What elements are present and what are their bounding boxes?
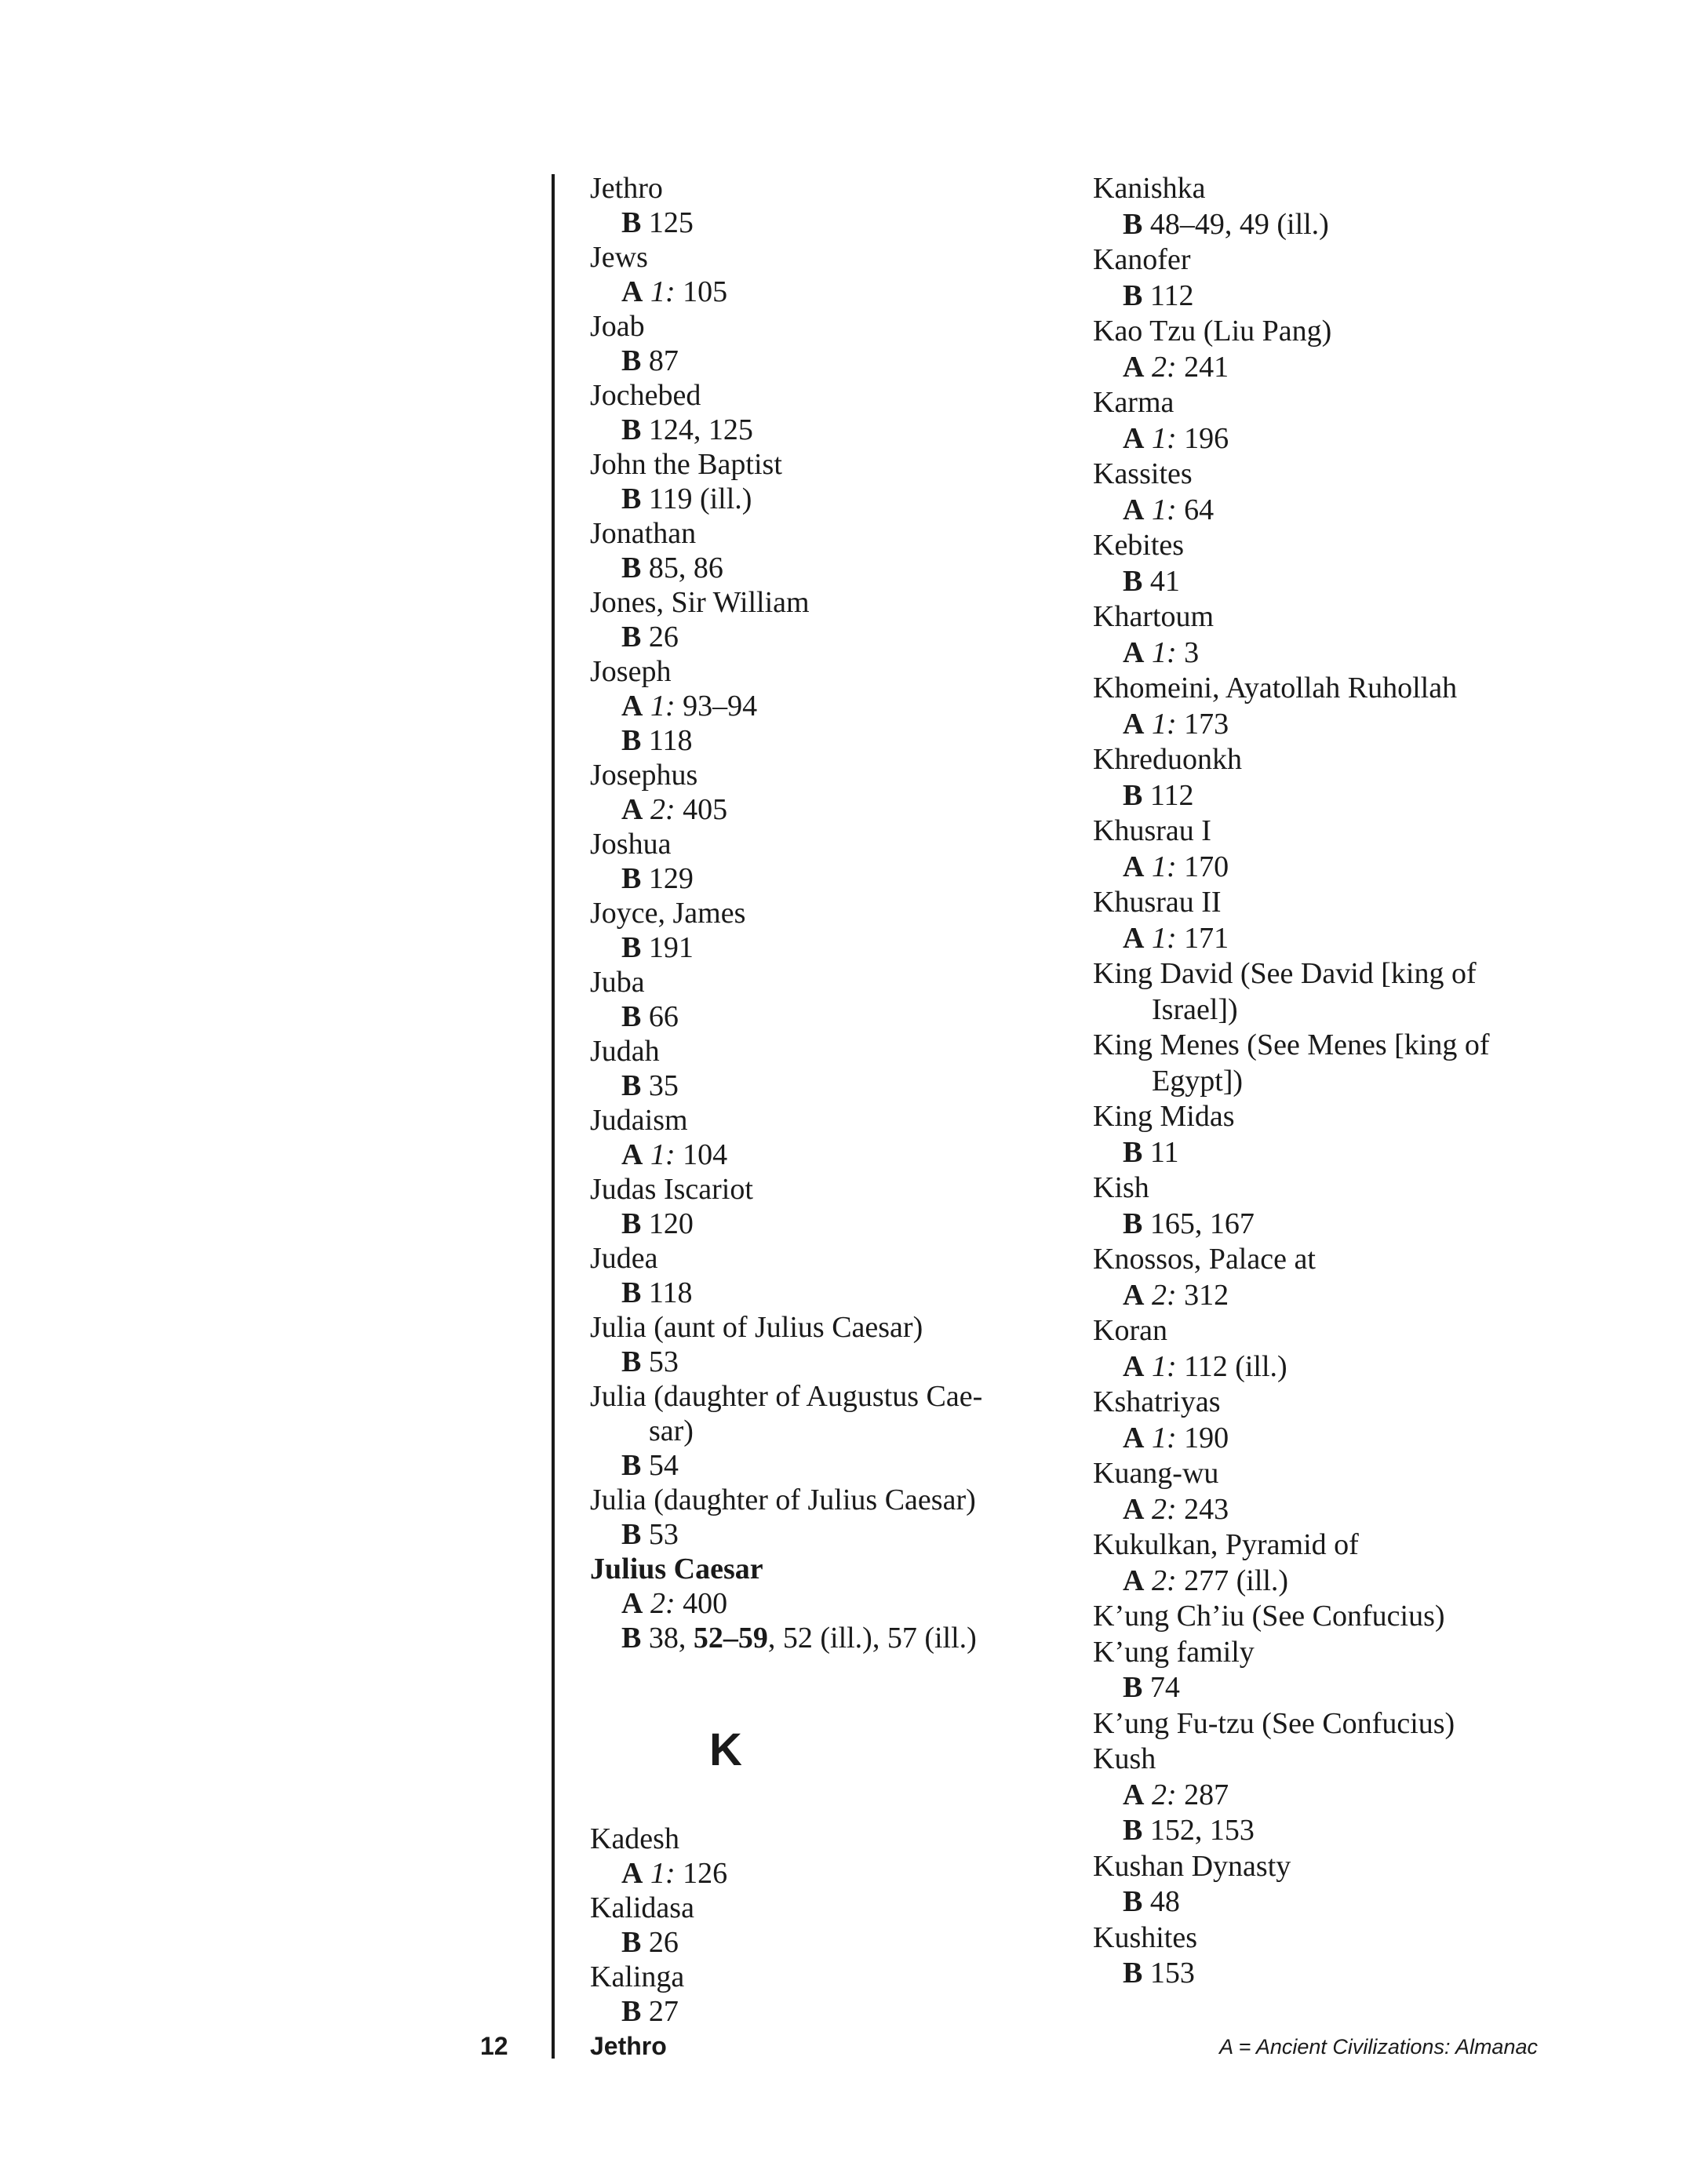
page-refs: 87 [641,344,679,377]
volume-number: 1: [643,1857,676,1890]
index-term: K’ung Fu-tzu (See Confucius) [1093,1706,1455,1740]
volume-label: A [621,1587,643,1620]
page-refs: 173 [1176,707,1229,741]
volume-label: B [1123,207,1143,241]
page-refs: 118 [641,724,693,757]
page-refs: 53 [641,1345,679,1378]
index-term: Khartoum [1093,600,1215,633]
volume-label: B [621,1926,642,1959]
page-refs: 85, 86 [641,552,723,584]
index-reference [590,689,1029,723]
volume-label: B [621,862,642,895]
index-term: Jews [590,241,648,274]
index-reference [1093,778,1603,814]
page-refs: 35 [641,1069,679,1102]
volume-label: A [1123,707,1145,741]
index-reference [1093,564,1603,600]
index-term-continuation: Israel]) [1152,992,1238,1026]
index-term: Karma [1093,386,1174,419]
index-term: Josephus [590,759,698,792]
index-term: Julia (daughter of Julius Caesar) [590,1483,976,1516]
index-term: Jonathan [590,517,697,550]
index-term: Kish [1093,1171,1149,1204]
page-refs: 277 (ill.) [1176,1564,1289,1597]
index-reference [590,1621,1029,1655]
index-reference [590,1517,1029,1552]
index-reference [1093,850,1603,886]
index-term: K’ung Ch’iu (See Confucius) [1093,1600,1445,1633]
index-reference [590,275,1029,309]
index-reference [1093,1884,1603,1920]
index-reference [590,861,1029,896]
page-refs: 66 [641,1000,679,1033]
page-refs: 74 [1142,1671,1180,1704]
volume-label: A [621,275,643,308]
volume-number: 1: [1144,850,1177,883]
index-reference [1093,1956,1603,1992]
volume-number: 2: [643,793,676,826]
volume-label: A [1123,1778,1145,1811]
page-refs: 38, [641,1622,694,1655]
volume-number: 1: [1144,635,1177,669]
volume-label: A [1123,1421,1145,1454]
index-reference [590,620,1029,654]
index-reference [590,999,1029,1034]
index-reference [590,206,1029,240]
volume-label: B [621,1449,642,1482]
page-refs: 124, 125 [641,413,753,446]
volume-number: 2: [1144,1278,1177,1312]
index-reference [590,1276,1029,1310]
volume-number: 1: [1144,707,1177,741]
index-term: Khusrau I [1093,814,1211,847]
volume-label: B [1123,1885,1143,1918]
page-refs: 3 [1176,635,1200,669]
index-term: Judea [590,1242,658,1275]
volume-label: A [1123,1564,1145,1597]
index-term: Kshatriyas [1093,1385,1221,1418]
volume-label: B [621,1995,642,2028]
volume-label: B [1123,1135,1143,1169]
volume-label: B [621,206,642,239]
index-term: Juba [590,966,645,999]
index-term: Jethro [590,172,663,205]
page-refs: 105 [675,275,728,308]
index-reference [1093,1813,1603,1849]
index-term: Kushan Dynasty [1093,1849,1291,1883]
index-reference [590,344,1029,378]
page-refs: 170 [1176,850,1229,883]
index-reference [1093,1564,1603,1600]
volume-label: B [621,1518,642,1551]
page-refs: 48 [1142,1885,1180,1918]
volume-number: 2: [1144,1564,1177,1597]
volume-number: 1: [643,1138,676,1171]
volume-label: B [621,413,642,446]
page-refs: 119 (ill.) [641,482,752,515]
index-term: King Midas [1093,1100,1235,1133]
page-refs-main: 52–59 [693,1622,768,1655]
page-refs: 120 [641,1207,694,1240]
index-reference [1093,350,1603,386]
page-refs: 112 (ill.) [1176,1349,1287,1383]
index-reference [1093,1778,1603,1814]
volume-number: 1: [1144,1421,1177,1454]
index-term: Julia (daughter of Augustus Cae- [590,1380,983,1413]
page-refs: 165, 167 [1142,1207,1255,1240]
index-term: Kanishka [1093,172,1206,205]
volume-label: A [1123,1278,1145,1312]
index-column-right [1093,171,1603,1992]
volume-number: 2: [1144,350,1177,384]
page-refs: 112 [1142,778,1194,812]
page-refs: 11 [1142,1135,1179,1169]
volume-label: B [621,344,642,377]
page-refs: 27 [641,1995,679,2028]
page-refs: 26 [641,621,679,653]
volume-label: B [1123,778,1143,812]
page-refs: 104 [675,1138,728,1171]
page-refs: 64 [1176,493,1215,526]
index-reference [1093,493,1603,529]
index-reference [1093,1207,1603,1243]
index-reference [1093,1135,1603,1171]
index-term: King David (See David [king of [1093,957,1477,990]
index-term-continuation: Egypt]) [1152,1064,1244,1098]
page-refs: 287 [1176,1778,1229,1811]
index-term: Judas Iscariot [590,1173,753,1206]
index-term: Kao Tzu (Liu Pang) [1093,315,1332,348]
volume-label: A [1123,1349,1145,1383]
volume-label: B [621,1069,642,1102]
volume-label: B [1123,1814,1143,1847]
index-reference [1093,278,1603,315]
index-reference [590,413,1029,447]
index-reference [1093,1349,1603,1385]
index-term: Joseph [590,655,672,688]
page-refs: 26 [641,1926,679,1959]
index-reference [590,482,1029,516]
volume-label: B [621,552,642,584]
volume-label: B [1123,1207,1143,1240]
index-term: Judaism [590,1104,688,1137]
index-reference [590,930,1029,965]
index-term: Kush [1093,1742,1156,1775]
index-term: Kanofer [1093,243,1191,276]
volume-label: B [621,724,642,757]
volume-label: A [621,690,643,723]
page-refs: 93–94 [675,690,758,723]
volume-number: 2: [1144,1492,1177,1526]
index-reference [1093,1278,1603,1314]
volume-label: B [621,1622,642,1655]
volume-label: B [621,931,642,964]
page-refs: 241 [1176,350,1229,384]
index-reference [590,792,1029,827]
volume-label: B [621,482,642,515]
index-reference [1093,1670,1603,1706]
volume-label: A [1123,350,1145,384]
volume-number: 1: [1144,421,1177,455]
index-reference [1093,921,1603,957]
running-head: Jethro [590,2032,667,2060]
index-term: Khreduonkh [1093,743,1242,776]
page-refs: 41 [1142,564,1180,598]
page-refs: 171 [1176,921,1229,955]
index-term: John the Baptist [590,448,782,481]
volume-label: A [1123,850,1145,883]
page-refs: 125 [641,206,694,239]
index-reference [590,1068,1029,1103]
index-reference [590,1856,1029,1891]
index-term: Julius Caesar [590,1553,763,1585]
index-term: Joshua [590,828,672,861]
index-term: Kassites [1093,457,1193,490]
index-term: Kukulkan, Pyramid of [1093,1528,1359,1561]
volume-label: A [1123,1492,1145,1526]
volume-key: A = Ancient Civilizations: Almanac [1219,2035,1538,2059]
volume-label: A [621,1857,643,1890]
page-number: 12 [480,2032,508,2060]
section-letter: K [709,1724,742,1775]
index-column-left [590,171,1029,2029]
index-reference [1093,707,1603,743]
page-refs: 129 [641,862,694,895]
volume-number: 2: [643,1587,676,1620]
index-reference [1093,1492,1603,1528]
page-refs: 126 [675,1857,728,1890]
index-reference [590,1448,1029,1483]
volume-label: B [621,1000,642,1033]
index-term: Joyce, James [590,897,746,930]
index-reference [590,1994,1029,2029]
index-term: King Menes (See Menes [king of [1093,1028,1490,1061]
page-refs: 191 [641,931,694,964]
page-refs: 312 [1176,1278,1229,1312]
page-refs: 152, 153 [1142,1814,1255,1847]
page-refs: 53 [641,1518,679,1551]
volume-number: 2: [1144,1778,1177,1811]
index-term: Kalidasa [590,1891,694,1924]
index-reference [1093,1421,1603,1457]
index-reference [590,1586,1029,1621]
page-refs: 153 [1142,1957,1195,1990]
volume-number: 1: [1144,493,1177,526]
index-reference [1093,207,1603,243]
volume-label: A [1123,921,1145,955]
page-refs: 400 [675,1587,728,1620]
index-term: Khomeini, Ayatollah Ruhollah [1093,672,1458,704]
volume-label: B [1123,1957,1143,1990]
index-term: Jones, Sir William [590,586,810,619]
volume-label: B [621,1345,642,1378]
volume-label: B [1123,278,1143,312]
index-term: Knossos, Palace at [1093,1243,1316,1276]
index-reference [1093,635,1603,672]
volume-label: B [1123,564,1143,598]
page-refs: 48–49, 49 (ill.) [1142,207,1329,241]
index-term: Julia (aunt of Julius Caesar) [590,1311,923,1344]
volume-number: 1: [643,690,676,723]
volume-number: 1: [1144,1349,1177,1383]
index-term: Kuang-wu [1093,1457,1219,1490]
index-term: Kadesh [590,1822,679,1855]
index-term: Koran [1093,1314,1167,1347]
index-term: Joab [590,310,645,343]
page-refs: 196 [1176,421,1229,455]
page-refs: 54 [641,1449,679,1482]
index-term: Kebites [1093,529,1185,562]
volume-label: A [621,793,643,826]
volume-label: A [1123,493,1145,526]
page-refs: 112 [1142,278,1194,312]
index-term-continuation: sar) [649,1414,694,1447]
index-reference [590,1207,1029,1241]
index-term: Judah [590,1035,660,1068]
page-refs: 405 [675,793,728,826]
index-term: K’ung family [1093,1635,1255,1669]
index-term: Kalinga [590,1960,685,1993]
index-reference [590,1138,1029,1172]
volume-label: B [621,621,642,653]
volume-number: 1: [643,275,676,308]
page-refs-after: , 52 (ill.), 57 (ill.) [767,1622,977,1655]
volume-label: B [621,1276,642,1309]
page-refs: 190 [1176,1421,1229,1454]
index-reference [590,551,1029,585]
volume-label: A [621,1138,643,1171]
index-reference [590,1345,1029,1379]
volume-label: B [621,1207,642,1240]
column-rule [552,174,555,2059]
index-reference [590,1925,1029,1960]
volume-label: A [1123,635,1145,669]
volume-number: 1: [1144,921,1177,955]
index-term: Jochebed [590,379,701,412]
index-reference [1093,421,1603,457]
volume-label: B [1123,1671,1143,1704]
index-term: Khusrau II [1093,886,1222,919]
page-refs: 243 [1176,1492,1229,1526]
index-reference [590,723,1029,758]
page-refs: 118 [641,1276,693,1309]
index-term: Kushites [1093,1920,1197,1954]
volume-label: A [1123,421,1145,455]
